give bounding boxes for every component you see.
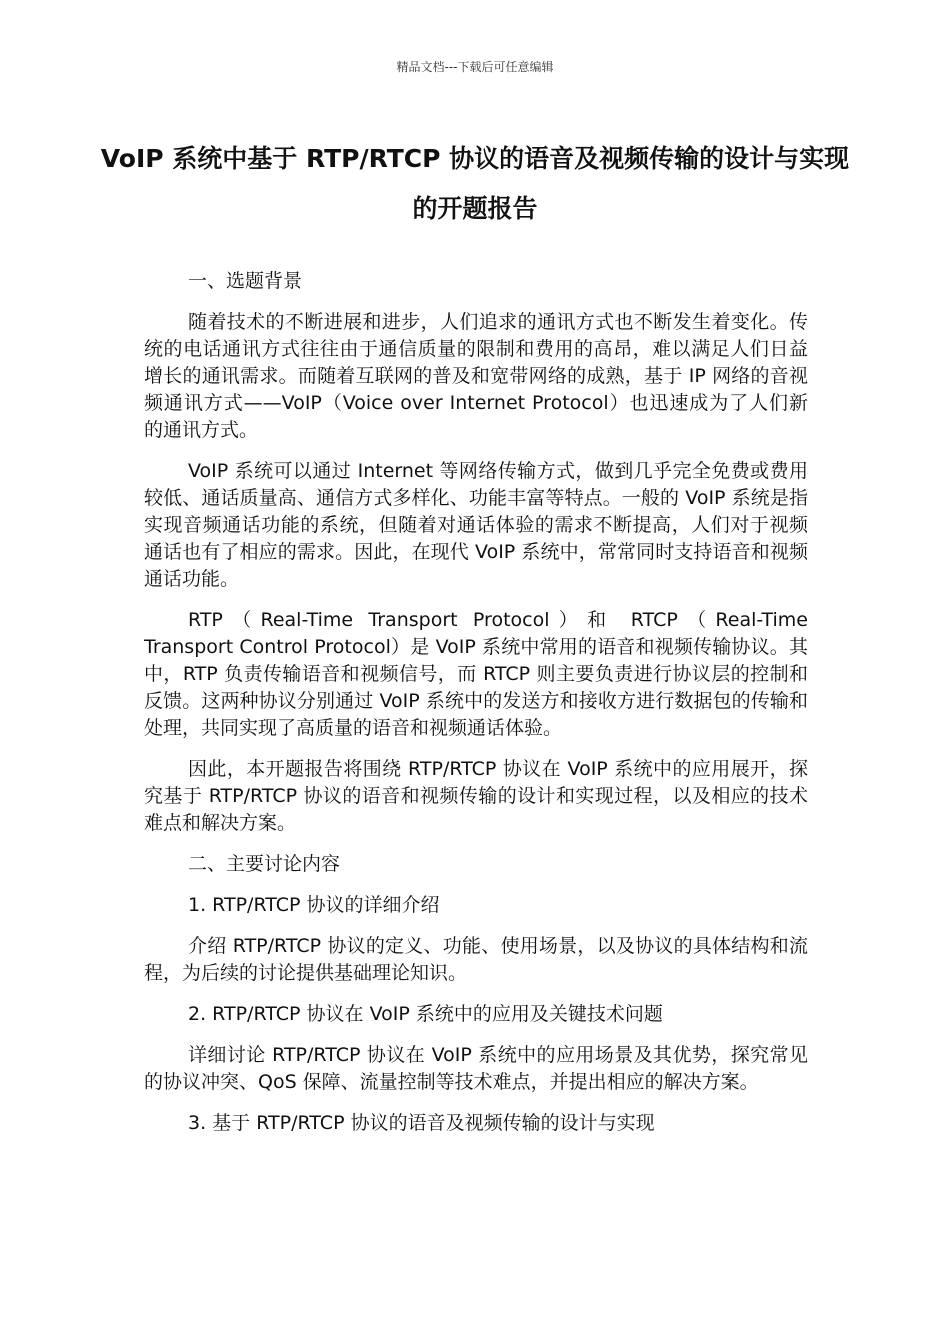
subheading-2: 2. RTP/RTCP 协议在 VoIP 系统中的应用及关键技术问题 — [188, 1003, 663, 1025]
paragraph: 随着技术的不断进展和进步，人们追求的通讯方式也不断发生着变化。传统的电话通讯方式往往由于通信质量的限制和费用的高昂，难以满足人们日益增长的通讯需求。而随着互联网的普及和宽带网络的成熟，基于 IP 网络的音视频通讯方式——VoIP（Voice over Internet Protocol）也迅速成为了人们新的通讯方式。 — [144, 311, 808, 441]
document-body — [144, 268, 808, 1151]
section-heading-main-content: 二、主要讨论内容 — [188, 853, 341, 875]
document-title: VoIP 系统中基于 RTP/RTCP 协议的语音及视频传输的设计与实现的开题报告 — [100, 144, 850, 223]
section-heading-background: 一、选题背景 — [188, 270, 303, 292]
paragraph: 因此，本开题报告将围绕 RTP/RTCP 协议在 VoIP 系统中的应用展开，探究基于 RTP/RTCP 协议的语音和视频传输的设计和实现过程，以及相应的技术难点和解决方案。 — [144, 758, 808, 834]
subheading-3: 3. 基于 RTP/RTCP 协议的语音及视频传输的设计与实现 — [188, 1112, 655, 1134]
subheading-1: 1. RTP/RTCP 协议的详细介绍 — [188, 894, 440, 916]
paragraph: 介绍 RTP/RTCP 协议的定义、功能、使用场景，以及协议的具体结构和流程，为后续的讨论提供基础理论知识。 — [144, 935, 808, 984]
paragraph: VoIP 系统可以通过 Internet 等网络传输方式，做到几乎完全免费或费用较低、通话质量高、通信方式多样化、功能丰富等特点。一般的 VoIP 系统是指实现音频通话功能的系统，但随着对通话体验的需求不断提高，人们对于视频通话也有了相应的需求。因此，在现代 VoIP 系统中，常常同时支持语音和视频通话功能。 — [144, 460, 808, 590]
paragraph: 详细讨论 RTP/RTCP 协议在 VoIP 系统中的应用场景及其优势，探究常见的协议冲突、QoS 保障、流量控制等技术难点，并提出相应的解决方案。 — [144, 1044, 808, 1093]
paragraph: RTP（Real-Time Transport Protocol）和 RTCP（Real-Time Transport Control Protocol）是 VoIP 系统中常用的语音和视频传输协议。其中，RTP 负责传输语音和视频信号，而 RTCP 则主要负责进行协议层的控制和反馈。这两种协议分别通过 VoIP 系统中的发送方和接收方进行数据包的传输和处理，共同实现了高质量的语音和视频通话体验。 — [144, 609, 808, 739]
header-note: 精品文档---下载后可任意编辑 — [396, 60, 554, 74]
